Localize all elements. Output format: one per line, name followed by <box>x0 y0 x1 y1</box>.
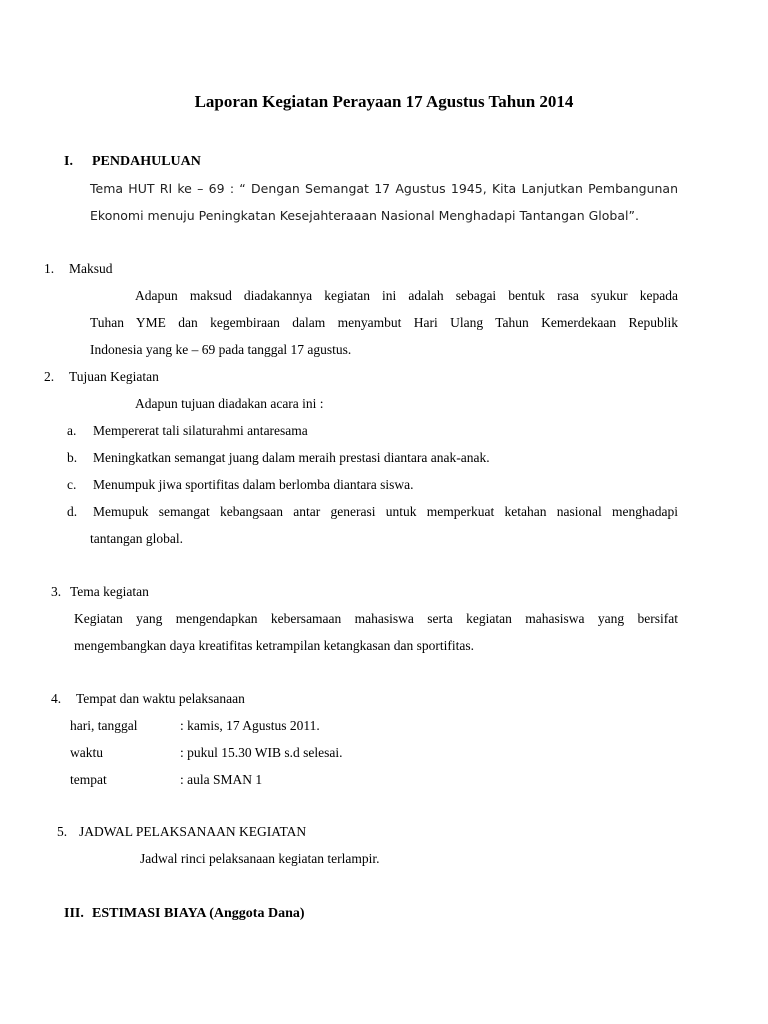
list-marker: a. <box>67 423 77 438</box>
subsection-heading: JADWAL PELAKSANAAN KEGIATAN <box>79 824 307 839</box>
paragraph-line: Kegiatan yang mengendapkan kebersamaan mahasiswa serta kegiatan mahasiswa yang bersifat <box>74 611 678 626</box>
list-item: Meningkatkan semangat juang dalam meraih prestasi diantara anak-anak. <box>93 450 490 465</box>
paragraph-line: Indonesia yang ke – 69 pada tanggal 17 agustus. <box>90 342 352 357</box>
list-item: Menumpuk jiwa sportifitas dalam berlomba diantara siswa. <box>93 477 414 492</box>
section-numeral: I. <box>64 154 73 169</box>
detail-label: waktu <box>70 745 103 760</box>
list-item-continuation: tantangan global. <box>90 531 183 546</box>
list-marker: b. <box>67 450 78 465</box>
theme-line: Ekonomi menuju Peningkatan Kesejahteraaan Nasional Menghadapi Tantangan Global”. <box>90 208 639 223</box>
list-marker: d. <box>67 504 78 519</box>
section-heading: PENDAHULUAN <box>92 154 201 169</box>
list-item: Mempererat tali silaturahmi antaresama <box>93 423 308 438</box>
list-number: 2. <box>44 369 55 384</box>
theme-line: Tema HUT RI ke – 69 : “ Dengan Semangat 17 Agustus 1945, Kita Lanjutkan Pembangunan <box>90 181 678 196</box>
list-marker: c. <box>67 477 77 492</box>
section-heading: ESTIMASI BIAYA (Anggota Dana) <box>92 906 305 921</box>
detail-value: : kamis, 17 Agustus 2011. <box>180 718 320 733</box>
paragraph-line: mengembangkan daya kreatifitas ketrampilan ketangkasan dan sportifitas. <box>74 638 474 653</box>
list-number: 5. <box>57 824 68 839</box>
detail-label: hari, tanggal <box>70 718 138 733</box>
paragraph-line: Adapun maksud diadakannya kegiatan ini adalah sebagai bentuk rasa syukur kepada <box>135 288 678 303</box>
subsection-heading: Tempat dan waktu pelaksanaan <box>76 691 245 706</box>
subsection-heading: Tujuan Kegiatan <box>69 369 159 384</box>
paragraph-line: Adapun tujuan diadakan acara ini : <box>135 396 324 411</box>
detail-label: tempat <box>70 772 107 787</box>
subsection-heading: Maksud <box>69 261 113 276</box>
section-numeral: III. <box>64 906 84 921</box>
subsection-heading: Tema kegiatan <box>70 584 149 599</box>
list-number: 3. <box>51 584 62 599</box>
detail-value: : pukul 15.30 WIB s.d selesai. <box>180 745 343 760</box>
paragraph-line: Jadwal rinci pelaksanaan kegiatan terlampir. <box>140 851 380 866</box>
document-title: Laporan Kegiatan Perayaan 17 Agustus Tahun 2014 <box>194 92 574 111</box>
list-number: 1. <box>44 261 55 276</box>
detail-value: : aula SMAN 1 <box>180 772 263 787</box>
paragraph-line: Tuhan YME dan kegembiraan dalam menyambut Hari Ulang Tahun Kemerdekaan Republik <box>90 315 678 330</box>
list-number: 4. <box>51 691 62 706</box>
list-item: Memupuk semangat kebangsaan antar generasi untuk memperkuat ketahan nasional menghadapi <box>93 504 678 519</box>
